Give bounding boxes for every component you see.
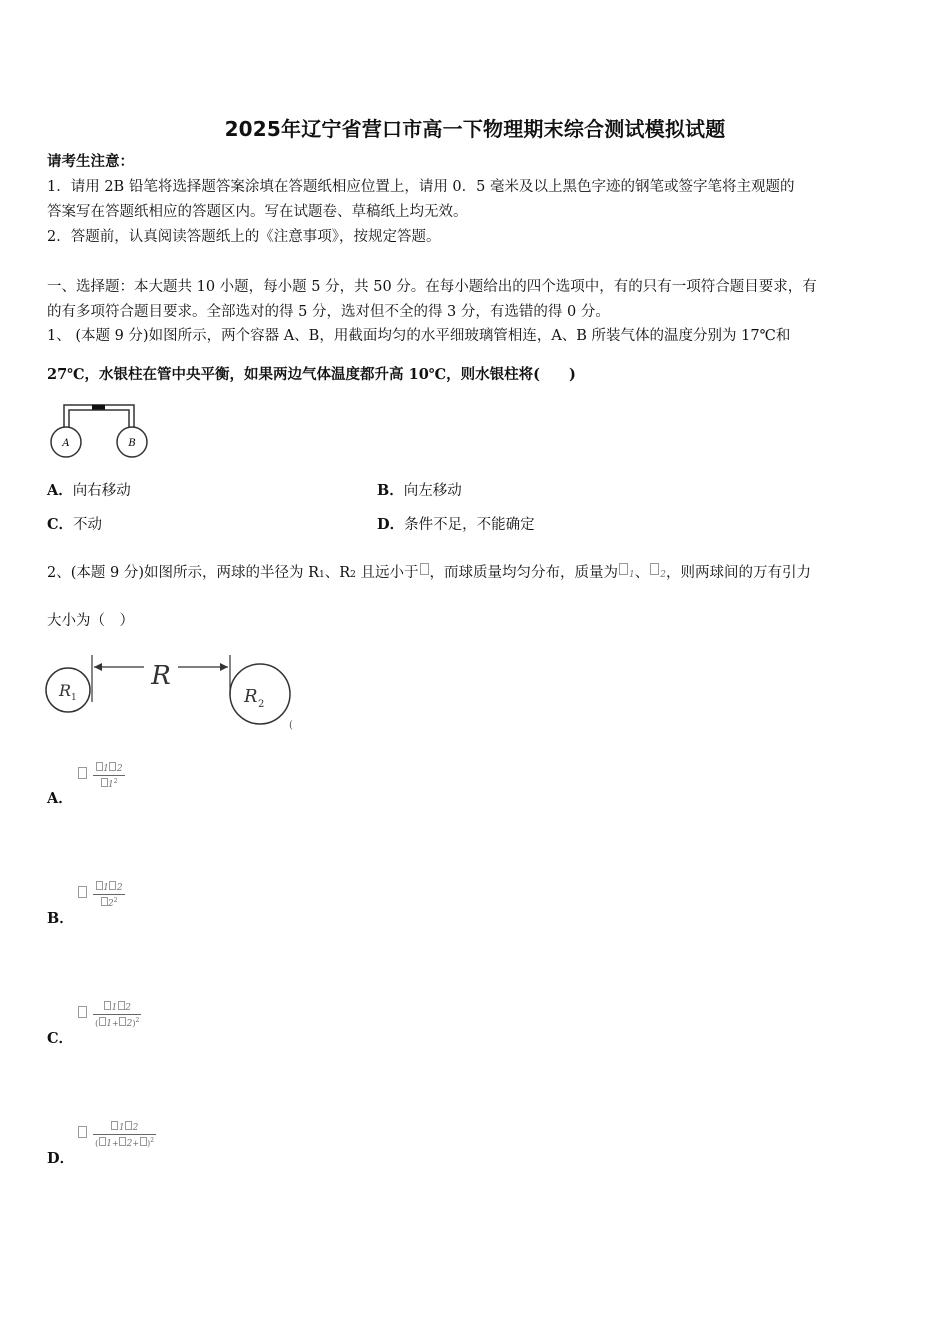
- section-heading-line-b: 的有多项符合题目要求。全部选对的得 5 分，选对但不全的得 3 分，有选错的得 0 分。: [47, 304, 610, 320]
- distance-label: R: [151, 661, 171, 691]
- container-a-label: A: [62, 438, 70, 449]
- sphere-2-label-sub: 2: [258, 699, 265, 710]
- q2-stem-prefix: 2、(本题 9 分)如图所示，两球的半径为 R: [47, 565, 320, 581]
- q2-option-d-formula: [77, 1121, 156, 1150]
- q2-option-c[interactable]: C．: [47, 1030, 74, 1047]
- option-text: 条件不足，不能确定: [404, 517, 535, 533]
- missing-symbol-icon: [78, 767, 87, 779]
- mercury-column: [92, 405, 105, 410]
- q1-stem-line-b: 27℃，水银柱在管中央平衡，如果两边气体温度都升高 10℃，则水银柱将( ): [47, 366, 576, 383]
- q2-option-c-formula: [77, 1001, 141, 1030]
- notice-line-2: 2．答题前，认真阅读答题纸上的《注意事项》，按规定答题。: [47, 229, 441, 245]
- option-letter: B．: [377, 482, 404, 499]
- q2-stem-line-a: [47, 562, 811, 586]
- missing-symbol-icon: [78, 886, 87, 898]
- q2-stem-mid-4: 、: [634, 565, 650, 581]
- notice-line-1b: 答案写在答题纸相应的答题区内。写在试题卷、草稿纸上均无效。: [47, 204, 468, 220]
- option-letter: A．: [47, 482, 73, 499]
- q1-option-c[interactable]: [47, 514, 102, 536]
- missing-symbol-icon: [78, 1126, 87, 1138]
- mass-sub-2: 2: [660, 570, 666, 580]
- mass-sub-1: 1: [629, 570, 635, 580]
- missing-symbol-icon: [420, 563, 429, 575]
- option-text: 不动: [73, 517, 103, 533]
- q2-spheres-figure: [44, 652, 298, 732]
- q1-option-b[interactable]: [377, 480, 462, 502]
- missing-symbol-icon: [650, 563, 659, 575]
- q2-option-a[interactable]: A．: [47, 790, 73, 807]
- section-heading-line-a: 一、选择题：本大题共 10 小题，每小题 5 分，共 50 分。在每小题给出的四个选项中，有的只有一项符合题目要求，有: [47, 279, 817, 295]
- sphere-2-label: R: [244, 686, 258, 707]
- q2-sub-1: 1: [319, 570, 325, 580]
- q2-option-b[interactable]: B．: [47, 910, 74, 927]
- q2-option-b-formula: [77, 881, 125, 910]
- option-text: 向左移动: [403, 483, 462, 499]
- missing-symbol-icon: [78, 1006, 87, 1018]
- sphere-1-label: R: [59, 681, 72, 700]
- fraction: $\frac{1 2}{2^2}$: [93, 881, 124, 910]
- option-letter: D．: [377, 516, 405, 533]
- missing-symbol-icon: [619, 563, 628, 575]
- option-text: 向右移动: [72, 483, 131, 499]
- q2-stem-mid-3: ，而球质量均匀分布，质量为: [429, 565, 619, 581]
- q1-stem-line-a: 1、 (本题 9 分)如图所示，两个容器 A、B，用截面均匀的水平细玻璃管相连，A、B 所装气体的温度分别为 17℃和: [47, 328, 791, 344]
- q2-stem-mid-2: 且远小于: [355, 565, 419, 581]
- q2-stem-line-b: 大小为（ ）: [47, 613, 134, 629]
- q2-sub-2: 2: [350, 570, 356, 580]
- q1-option-a[interactable]: [47, 480, 131, 502]
- q2-option-d[interactable]: D．: [47, 1150, 75, 1167]
- svg-text:(: (: [289, 720, 293, 731]
- sphere-1-label-sub: 1: [71, 693, 77, 703]
- page-title: 2025年辽宁省营口市高一下物理期末综合测试模拟试题: [224, 117, 726, 141]
- q2-option-a-formula: [77, 762, 125, 791]
- q2-stem-mid-5: ，则两球间的万有引力: [665, 565, 811, 581]
- fraction: $\frac{1 2}{1^2}$: [93, 762, 124, 791]
- fraction: $\frac{1 2}{( 1+ 2+ )^2}$: [95, 1123, 155, 1149]
- sphere-2: [230, 664, 290, 724]
- option-letter: C．: [47, 516, 74, 533]
- q2-stem-mid-1: 、R: [324, 565, 351, 581]
- container-b-label: B: [128, 438, 136, 449]
- notice-heading: 请考生注意：: [47, 153, 134, 170]
- fraction: $\frac{1 2}{( 1+ 2)^2}$: [95, 1003, 140, 1029]
- q1-option-d[interactable]: [377, 514, 535, 536]
- q1-container-figure: [46, 400, 152, 462]
- notice-line-1a: 1．请用 2B 铅笔将选择题答案涂填在答题纸相应位置上，请用 0．5 毫米及以上黑色字迹的钢笔或签字笔将主观题的: [47, 179, 795, 195]
